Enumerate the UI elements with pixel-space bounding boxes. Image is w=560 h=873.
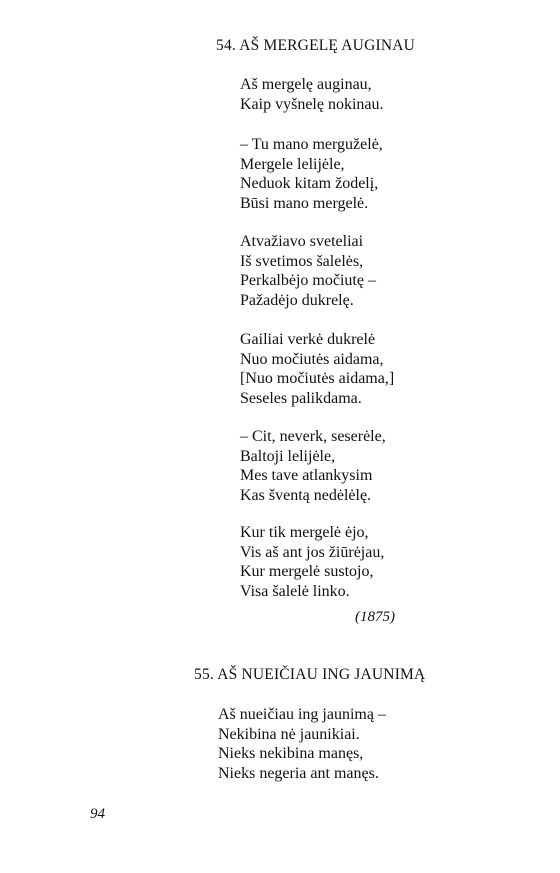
poem-line: Visa šalelė linko. [240,582,350,600]
poem-line: Atvažiavo sveteliai [240,233,364,250]
poem-line: Kur mergelė sustojo, [240,563,374,580]
stanza [218,705,386,783]
poem-line: Perkalbėjo močiutę – [240,272,376,289]
stanza [240,75,384,114]
stanza [240,135,383,213]
poem-line: Nieks negeria ant manęs. [218,764,379,782]
poem-line: Baltoji lelijėle, [240,447,336,465]
poem-line: Neduok kitam žodelį, [240,175,379,192]
poem-line: Nieks nekibina manęs, [218,745,364,762]
poem-line: Vis aš ant jos žiūrėjau, [240,543,385,561]
poem-title: 54. AŠ MERGELĘ AUGINAU [216,37,416,54]
poem-title: 55. AŠ NUEIČIAU ING JAUNIMĄ [194,666,426,683]
poem-line: Mergele lelijėle, [240,155,345,173]
poem-date: (1875) [355,609,395,625]
poem-line: Kas šventą nedėlėlę. [240,486,372,504]
poem-line: Kaip vyšnelę nokinau. [240,95,384,113]
stanza [240,523,384,601]
page-number: 94 [90,806,105,822]
stanza [240,330,394,408]
poem-line: – Tu mano merguželė, [240,136,383,153]
stanza [240,232,376,310]
poem-line: Pažadėjo dukrelę. [240,291,354,309]
poem-line: [Nuo močiutės aidama,] [240,370,395,387]
poem-line: Aš mergelę auginau, [240,76,372,93]
poem-line: Gailiai verkė dukrelė [240,331,376,348]
poem-line: Būsi mano mergelė. [240,194,369,212]
poem-line: Kur tik mergelė ėjo, [240,524,369,541]
poem-line: Iš svetimos šalelės, [240,252,364,270]
poem-line: Nuo močiutės aidama, [240,350,384,368]
poem-line: – Cit, neverk, seserėle, [240,428,386,445]
poem-line: Aš nueičiau ing jaunimą – [218,706,386,723]
stanza [240,427,386,505]
poem-line: Mes tave atlankysim [240,467,373,484]
poem-line: Seseles palikdama. [240,389,362,407]
poem-line: Nekibina nė jaunikiai. [218,725,360,743]
